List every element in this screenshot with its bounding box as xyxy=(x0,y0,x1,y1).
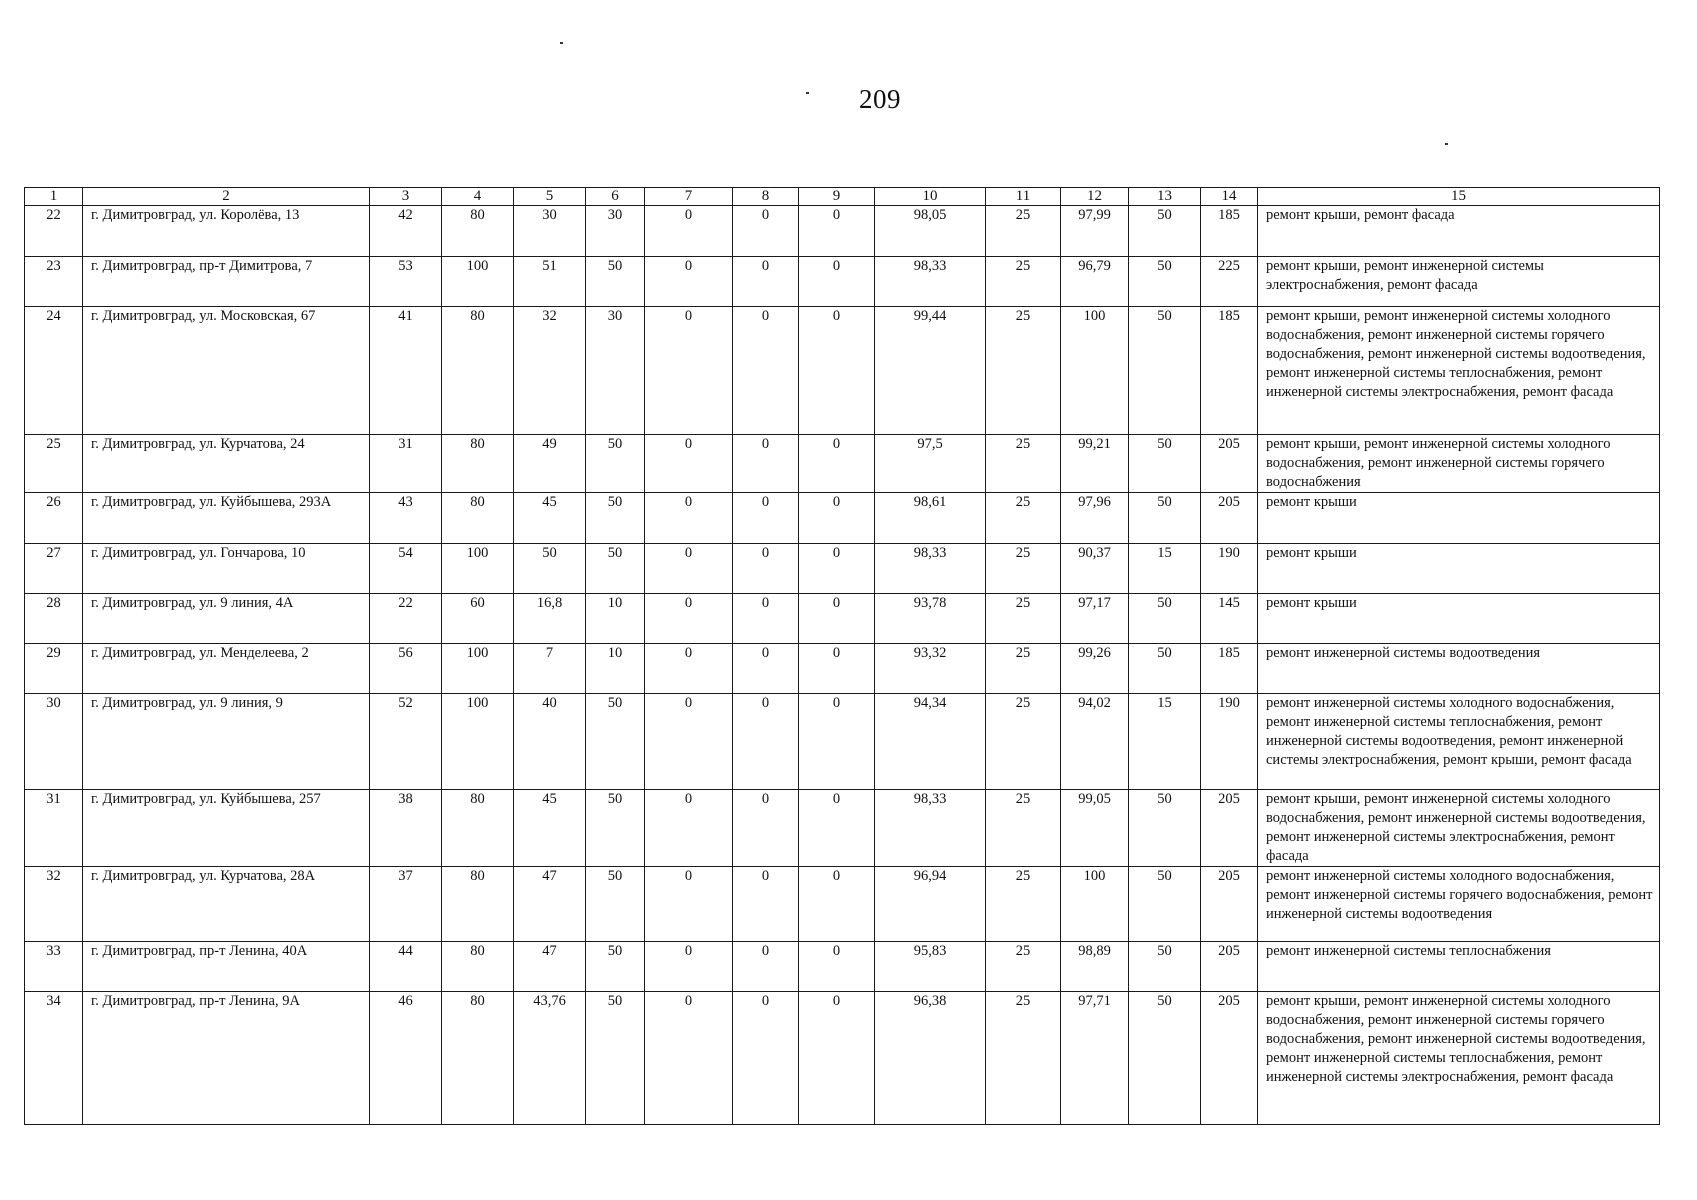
col-10-value: 98,05 xyxy=(875,206,986,257)
row-number: 34 xyxy=(25,992,83,1125)
repair-works: ремонт крыши, ремонт инженерной системы холодного водоснабжения, ремонт инженерной системы водоотведения, ремонт инженерной системы электроснабжения, ремонт фасада xyxy=(1258,790,1660,867)
col-5-value: 40 xyxy=(514,694,586,790)
col-12-value: 100 xyxy=(1061,867,1129,942)
col-10-value: 98,33 xyxy=(875,790,986,867)
repair-works: ремонт крыши, ремонт инженерной системы холодного водоснабжения, ремонт инженерной системы горячего водоснабжения xyxy=(1258,435,1660,493)
col-5-value: 16,8 xyxy=(514,594,586,644)
col-6-value: 50 xyxy=(586,257,645,307)
col-13-value: 50 xyxy=(1129,594,1201,644)
col-10-value: 93,32 xyxy=(875,644,986,694)
column-header: 2 xyxy=(83,188,370,206)
repair-works: ремонт инженерной системы водоотведения xyxy=(1258,644,1660,694)
col-10-value: 96,94 xyxy=(875,867,986,942)
col-11-value: 25 xyxy=(986,206,1061,257)
col-8-value: 0 xyxy=(733,307,799,435)
address: г. Димитровград, пр-т Ленина, 40А xyxy=(83,942,370,992)
col-14-value: 185 xyxy=(1201,206,1258,257)
column-header: 9 xyxy=(799,188,875,206)
col-11-value: 25 xyxy=(986,790,1061,867)
col-13-value: 50 xyxy=(1129,942,1201,992)
col-13-value: 50 xyxy=(1129,435,1201,493)
col-13-value: 50 xyxy=(1129,307,1201,435)
col-14-value: 225 xyxy=(1201,257,1258,307)
col-11-value: 25 xyxy=(986,594,1061,644)
col-8-value: 0 xyxy=(733,206,799,257)
col-11-value: 25 xyxy=(986,257,1061,307)
table-row xyxy=(25,644,1660,694)
col-4-value: 80 xyxy=(442,307,514,435)
col-8-value: 0 xyxy=(733,867,799,942)
col-6-value: 50 xyxy=(586,942,645,992)
col-14-value: 205 xyxy=(1201,435,1258,493)
col-9-value: 0 xyxy=(799,644,875,694)
col-10-value: 97,5 xyxy=(875,435,986,493)
col-12-value: 98,89 xyxy=(1061,942,1129,992)
table-row xyxy=(25,493,1660,544)
col-10-value: 98,61 xyxy=(875,493,986,544)
table-row xyxy=(25,694,1660,790)
repair-works: ремонт инженерной системы холодного водоснабжения, ремонт инженерной системы горячего водоснабжения, ремонт инженерной системы водоотведения xyxy=(1258,867,1660,942)
row-number: 22 xyxy=(25,206,83,257)
col-5-value: 47 xyxy=(514,867,586,942)
table-row xyxy=(25,307,1660,435)
col-5-value: 45 xyxy=(514,493,586,544)
col-5-value: 43,76 xyxy=(514,992,586,1125)
col-5-value: 51 xyxy=(514,257,586,307)
col-12-value: 97,71 xyxy=(1061,992,1129,1125)
col-7-value: 0 xyxy=(645,435,733,493)
repair-works: ремонт крыши, ремонт фасада xyxy=(1258,206,1660,257)
col-4-value: 80 xyxy=(442,206,514,257)
col-8-value: 0 xyxy=(733,544,799,594)
col-10-value: 98,33 xyxy=(875,257,986,307)
column-header: 14 xyxy=(1201,188,1258,206)
col-7-value: 0 xyxy=(645,206,733,257)
col-14-value: 205 xyxy=(1201,790,1258,867)
col-7-value: 0 xyxy=(645,544,733,594)
table-row xyxy=(25,594,1660,644)
col-4-value: 100 xyxy=(442,544,514,594)
col-9-value: 0 xyxy=(799,942,875,992)
col-5-value: 7 xyxy=(514,644,586,694)
column-header: 6 xyxy=(586,188,645,206)
table-row xyxy=(25,790,1660,867)
col-3-value: 41 xyxy=(370,307,442,435)
address: г. Димитровград, ул. 9 линия, 4А xyxy=(83,594,370,644)
row-number: 28 xyxy=(25,594,83,644)
col-13-value: 50 xyxy=(1129,257,1201,307)
col-11-value: 25 xyxy=(986,544,1061,594)
col-6-value: 50 xyxy=(586,493,645,544)
col-5-value: 47 xyxy=(514,942,586,992)
repair-works: ремонт инженерной системы теплоснабжения xyxy=(1258,942,1660,992)
col-7-value: 0 xyxy=(645,992,733,1125)
col-3-value: 52 xyxy=(370,694,442,790)
col-7-value: 0 xyxy=(645,942,733,992)
column-header: 5 xyxy=(514,188,586,206)
col-14-value: 190 xyxy=(1201,544,1258,594)
col-13-value: 50 xyxy=(1129,206,1201,257)
col-8-value: 0 xyxy=(733,942,799,992)
column-header: 13 xyxy=(1129,188,1201,206)
col-8-value: 0 xyxy=(733,257,799,307)
col-3-value: 38 xyxy=(370,790,442,867)
col-13-value: 15 xyxy=(1129,694,1201,790)
col-4-value: 60 xyxy=(442,594,514,644)
col-4-value: 100 xyxy=(442,257,514,307)
col-3-value: 54 xyxy=(370,544,442,594)
repair-works: ремонт крыши xyxy=(1258,594,1660,644)
col-14-value: 145 xyxy=(1201,594,1258,644)
col-3-value: 44 xyxy=(370,942,442,992)
column-header: 1 xyxy=(25,188,83,206)
scan-speck xyxy=(806,92,809,94)
col-3-value: 56 xyxy=(370,644,442,694)
scan-speck xyxy=(1445,143,1448,145)
col-9-value: 0 xyxy=(799,435,875,493)
address: г. Димитровград, пр-т Димитрова, 7 xyxy=(83,257,370,307)
col-7-value: 0 xyxy=(645,644,733,694)
col-10-value: 99,44 xyxy=(875,307,986,435)
col-9-value: 0 xyxy=(799,790,875,867)
col-11-value: 25 xyxy=(986,867,1061,942)
col-11-value: 25 xyxy=(986,644,1061,694)
table-row xyxy=(25,867,1660,942)
col-4-value: 80 xyxy=(442,435,514,493)
col-10-value: 98,33 xyxy=(875,544,986,594)
repair-works: ремонт инженерной системы холодного водоснабжения, ремонт инженерной системы теплоснабжения, ремонт инженерной системы водоотведения, ремонт инженерной системы электроснабжения, ремонт крыши, ремонт фасада xyxy=(1258,694,1660,790)
col-6-value: 50 xyxy=(586,790,645,867)
column-header: 8 xyxy=(733,188,799,206)
column-header: 7 xyxy=(645,188,733,206)
col-11-value: 25 xyxy=(986,307,1061,435)
column-header: 4 xyxy=(442,188,514,206)
col-7-value: 0 xyxy=(645,694,733,790)
col-12-value: 96,79 xyxy=(1061,257,1129,307)
col-3-value: 53 xyxy=(370,257,442,307)
col-3-value: 31 xyxy=(370,435,442,493)
col-4-value: 80 xyxy=(442,790,514,867)
column-header: 15 xyxy=(1258,188,1660,206)
col-7-value: 0 xyxy=(645,594,733,644)
col-14-value: 185 xyxy=(1201,644,1258,694)
address: г. Димитровград, пр-т Ленина, 9А xyxy=(83,992,370,1125)
table-row xyxy=(25,544,1660,594)
col-9-value: 0 xyxy=(799,867,875,942)
col-14-value: 185 xyxy=(1201,307,1258,435)
table-row xyxy=(25,257,1660,307)
col-11-value: 25 xyxy=(986,435,1061,493)
repair-works: ремонт крыши, ремонт инженерной системы холодного водоснабжения, ремонт инженерной системы горячего водоснабжения, ремонт инженерной системы водоотведения, ремонт инженерной системы теплоснабжения, ремонт инженерной системы электроснабжения, ремонт фасада xyxy=(1258,307,1660,435)
col-13-value: 50 xyxy=(1129,867,1201,942)
col-13-value: 50 xyxy=(1129,644,1201,694)
col-9-value: 0 xyxy=(799,992,875,1125)
row-number: 27 xyxy=(25,544,83,594)
col-7-value: 0 xyxy=(645,867,733,942)
row-number: 32 xyxy=(25,867,83,942)
row-number: 26 xyxy=(25,493,83,544)
col-8-value: 0 xyxy=(733,594,799,644)
col-12-value: 94,02 xyxy=(1061,694,1129,790)
col-5-value: 50 xyxy=(514,544,586,594)
col-8-value: 0 xyxy=(733,992,799,1125)
address: г. Димитровград, ул. 9 линия, 9 xyxy=(83,694,370,790)
col-8-value: 0 xyxy=(733,790,799,867)
address: г. Димитровград, ул. Менделеева, 2 xyxy=(83,644,370,694)
col-3-value: 37 xyxy=(370,867,442,942)
col-12-value: 99,26 xyxy=(1061,644,1129,694)
col-6-value: 50 xyxy=(586,544,645,594)
row-number: 33 xyxy=(25,942,83,992)
col-5-value: 32 xyxy=(514,307,586,435)
col-14-value: 205 xyxy=(1201,867,1258,942)
col-9-value: 0 xyxy=(799,694,875,790)
col-3-value: 46 xyxy=(370,992,442,1125)
col-9-value: 0 xyxy=(799,307,875,435)
repair-works: ремонт крыши, ремонт инженерной системы холодного водоснабжения, ремонт инженерной системы горячего водоснабжения, ремонт инженерной системы водоотведения, ремонт инженерной системы теплоснабжения, ремонт инженерной системы электроснабжения, ремонт фасада xyxy=(1258,992,1660,1125)
col-14-value: 205 xyxy=(1201,992,1258,1125)
col-6-value: 10 xyxy=(586,594,645,644)
col-12-value: 97,17 xyxy=(1061,594,1129,644)
col-3-value: 43 xyxy=(370,493,442,544)
address: г. Димитровград, ул. Курчатова, 24 xyxy=(83,435,370,493)
col-9-value: 0 xyxy=(799,594,875,644)
col-9-value: 0 xyxy=(799,257,875,307)
col-10-value: 95,83 xyxy=(875,942,986,992)
col-14-value: 190 xyxy=(1201,694,1258,790)
row-number: 24 xyxy=(25,307,83,435)
col-10-value: 96,38 xyxy=(875,992,986,1125)
column-header: 10 xyxy=(875,188,986,206)
col-6-value: 50 xyxy=(586,992,645,1125)
col-13-value: 50 xyxy=(1129,790,1201,867)
col-9-value: 0 xyxy=(799,206,875,257)
address: г. Димитровград, ул. Куйбышева, 293А xyxy=(83,493,370,544)
col-7-value: 0 xyxy=(645,493,733,544)
col-9-value: 0 xyxy=(799,493,875,544)
address: г. Димитровград, ул. Куйбышева, 257 xyxy=(83,790,370,867)
row-number: 23 xyxy=(25,257,83,307)
col-5-value: 30 xyxy=(514,206,586,257)
column-number-row xyxy=(25,188,1660,206)
col-12-value: 97,99 xyxy=(1061,206,1129,257)
col-6-value: 50 xyxy=(586,435,645,493)
col-8-value: 0 xyxy=(733,694,799,790)
col-11-value: 25 xyxy=(986,694,1061,790)
col-4-value: 100 xyxy=(442,644,514,694)
col-6-value: 50 xyxy=(586,867,645,942)
row-number: 25 xyxy=(25,435,83,493)
table-row xyxy=(25,992,1660,1125)
repair-works: ремонт крыши xyxy=(1258,493,1660,544)
col-11-value: 25 xyxy=(986,493,1061,544)
col-4-value: 80 xyxy=(442,942,514,992)
table-row xyxy=(25,942,1660,992)
col-4-value: 100 xyxy=(442,694,514,790)
col-3-value: 42 xyxy=(370,206,442,257)
col-8-value: 0 xyxy=(733,435,799,493)
page-number: 209 xyxy=(859,84,901,114)
col-7-value: 0 xyxy=(645,790,733,867)
col-4-value: 80 xyxy=(442,992,514,1125)
address: г. Димитровград, ул. Курчатова, 28А xyxy=(83,867,370,942)
table-row xyxy=(25,206,1660,257)
col-10-value: 93,78 xyxy=(875,594,986,644)
column-header: 11 xyxy=(986,188,1061,206)
housing-repair-table xyxy=(24,187,1660,1125)
col-8-value: 0 xyxy=(733,644,799,694)
col-6-value: 50 xyxy=(586,694,645,790)
repair-works: ремонт крыши, ремонт инженерной системы электроснабжения, ремонт фасада xyxy=(1258,257,1660,307)
scan-speck xyxy=(560,42,563,44)
col-13-value: 50 xyxy=(1129,992,1201,1125)
row-number: 29 xyxy=(25,644,83,694)
col-5-value: 49 xyxy=(514,435,586,493)
table-row xyxy=(25,435,1660,493)
col-14-value: 205 xyxy=(1201,493,1258,544)
col-4-value: 80 xyxy=(442,867,514,942)
col-12-value: 90,37 xyxy=(1061,544,1129,594)
col-6-value: 30 xyxy=(586,206,645,257)
col-7-value: 0 xyxy=(645,257,733,307)
address: г. Димитровград, ул. Королёва, 13 xyxy=(83,206,370,257)
col-10-value: 94,34 xyxy=(875,694,986,790)
col-12-value: 100 xyxy=(1061,307,1129,435)
col-9-value: 0 xyxy=(799,544,875,594)
repair-works: ремонт крыши xyxy=(1258,544,1660,594)
column-header: 12 xyxy=(1061,188,1129,206)
col-13-value: 50 xyxy=(1129,493,1201,544)
col-8-value: 0 xyxy=(733,493,799,544)
col-7-value: 0 xyxy=(645,307,733,435)
col-5-value: 45 xyxy=(514,790,586,867)
row-number: 30 xyxy=(25,694,83,790)
address: г. Димитровград, ул. Гончарова, 10 xyxy=(83,544,370,594)
col-12-value: 99,21 xyxy=(1061,435,1129,493)
col-6-value: 30 xyxy=(586,307,645,435)
row-number: 31 xyxy=(25,790,83,867)
col-12-value: 99,05 xyxy=(1061,790,1129,867)
col-3-value: 22 xyxy=(370,594,442,644)
col-14-value: 205 xyxy=(1201,942,1258,992)
col-4-value: 80 xyxy=(442,493,514,544)
col-11-value: 25 xyxy=(986,942,1061,992)
address: г. Димитровград, ул. Московская, 67 xyxy=(83,307,370,435)
col-13-value: 15 xyxy=(1129,544,1201,594)
column-header: 3 xyxy=(370,188,442,206)
col-11-value: 25 xyxy=(986,992,1061,1125)
col-6-value: 10 xyxy=(586,644,645,694)
col-12-value: 97,96 xyxy=(1061,493,1129,544)
